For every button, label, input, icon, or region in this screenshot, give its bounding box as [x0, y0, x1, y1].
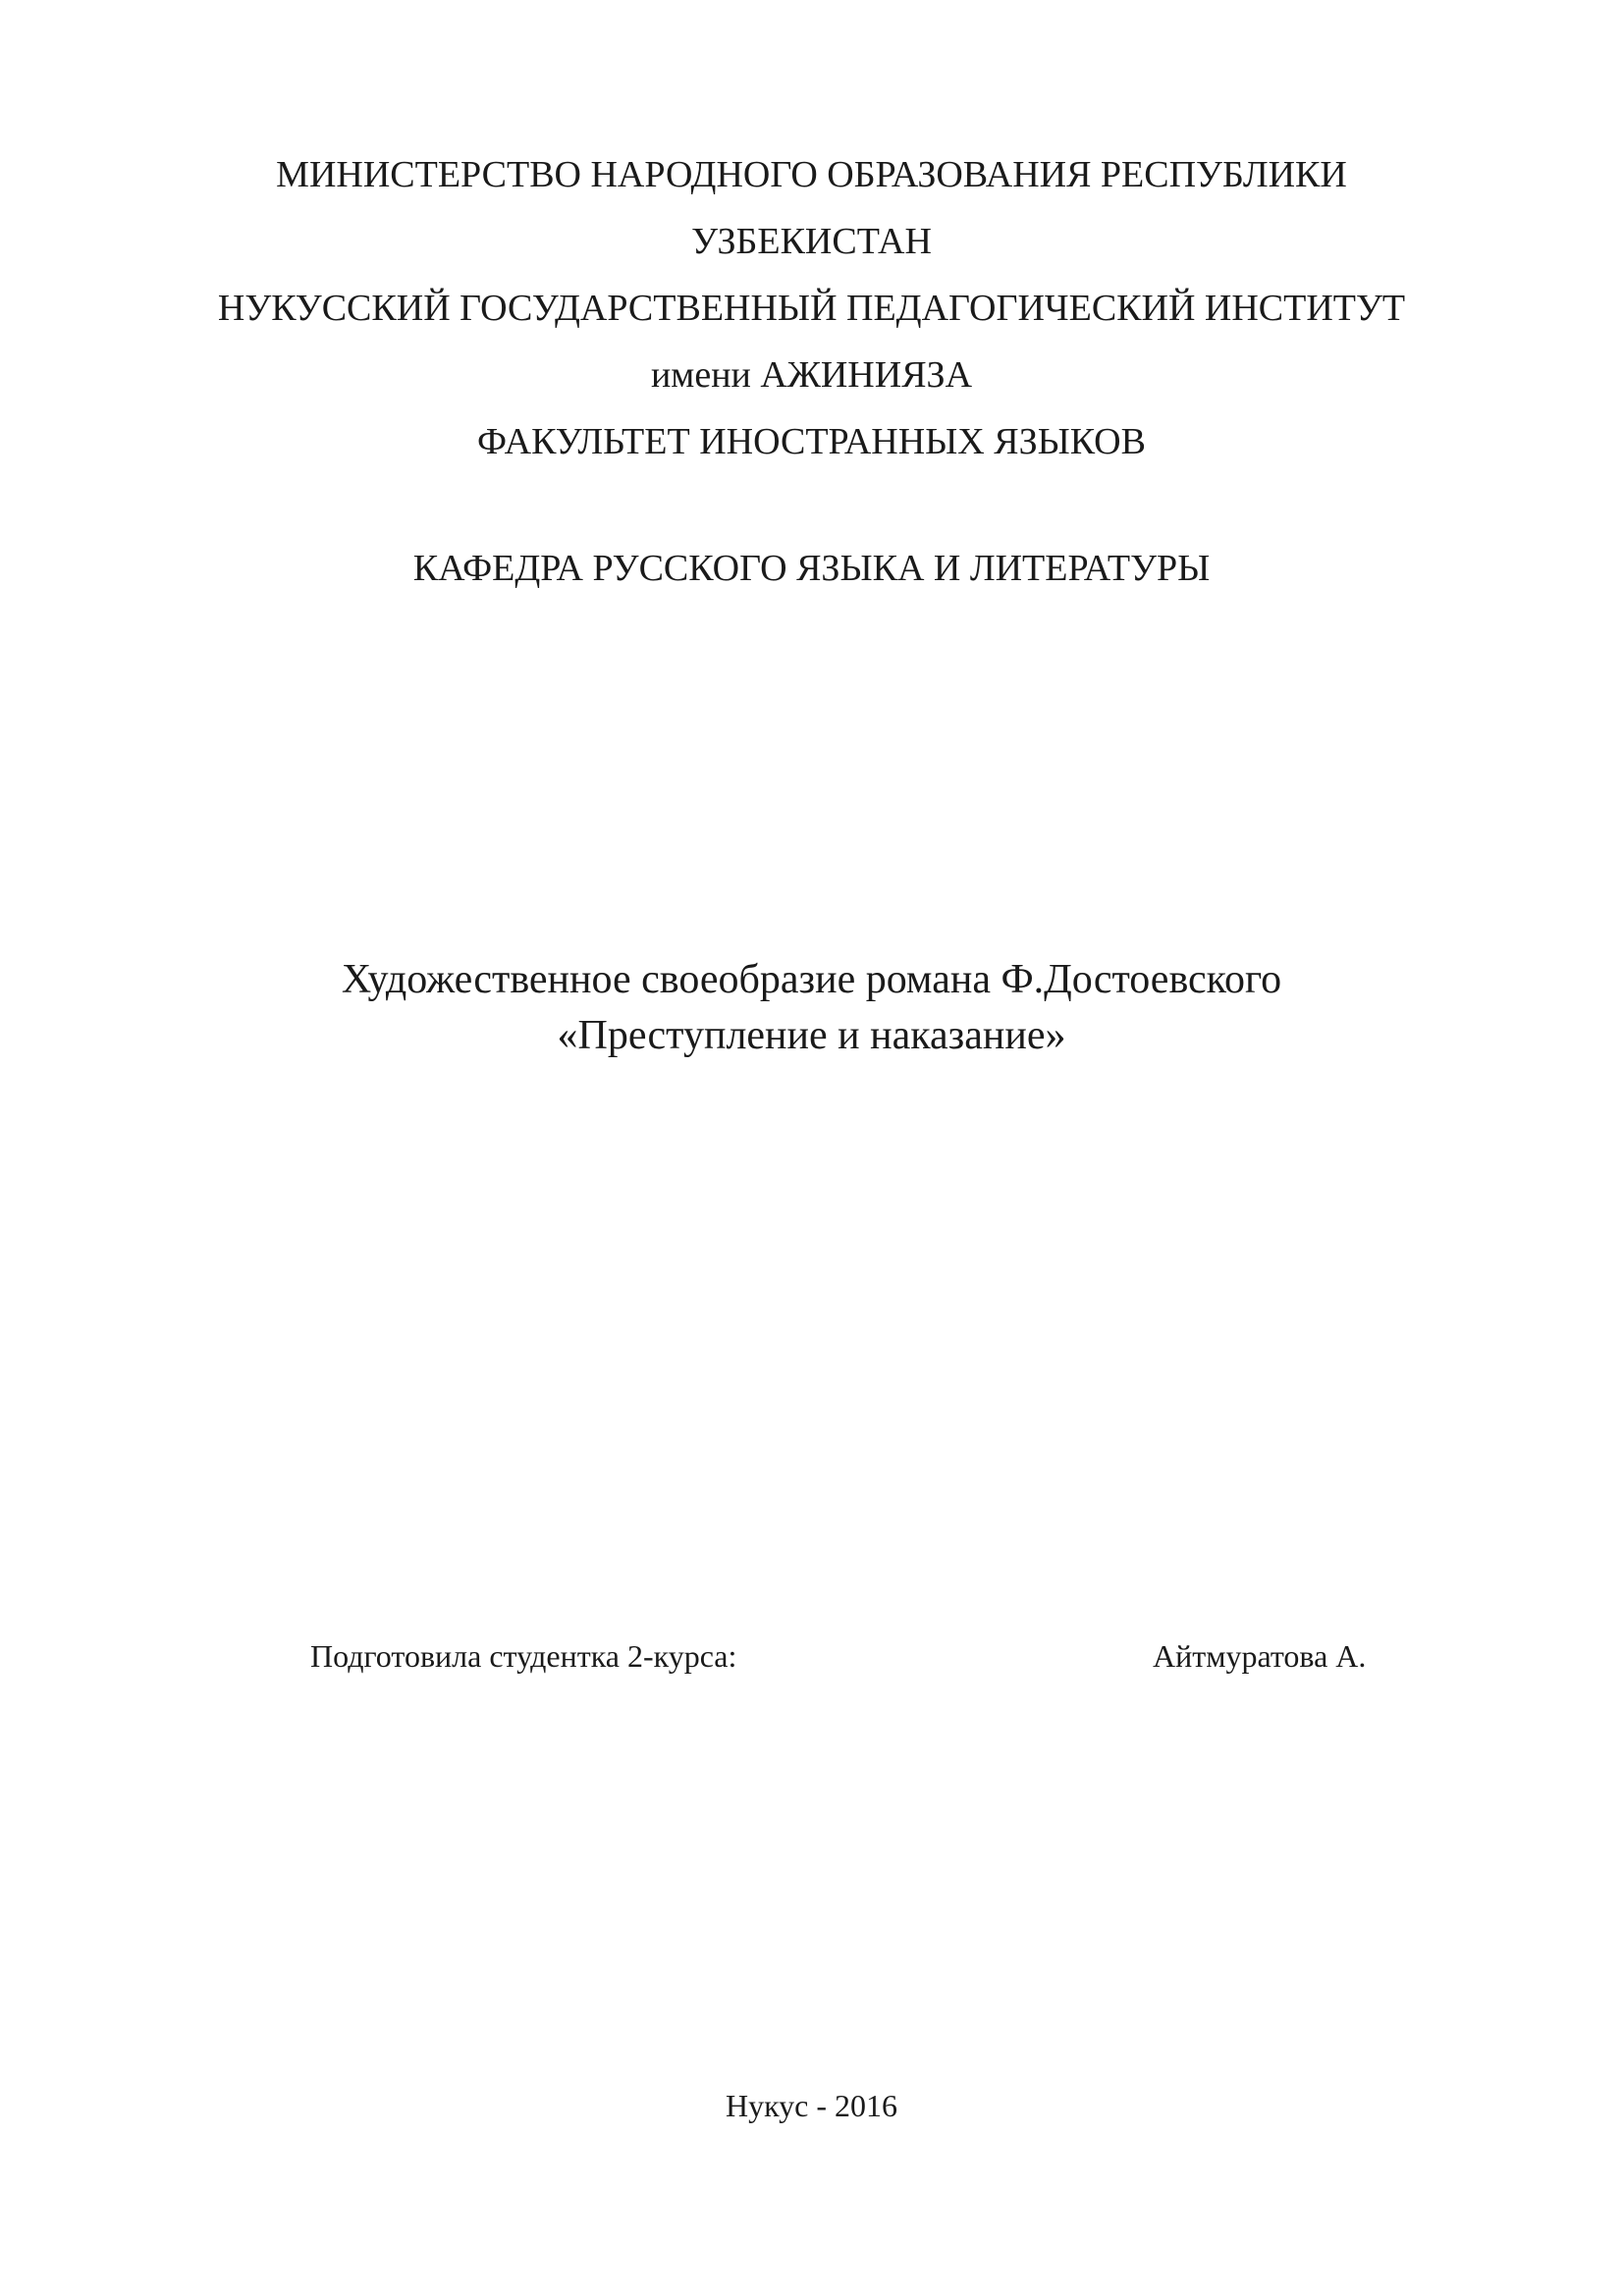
- work-title-line-2: «Преступление и наказание»: [557, 1013, 1066, 1058]
- department-name: КАФЕДРА РУССКОГО ЯЗЫКА И ЛИТЕРАТУРЫ: [412, 548, 1211, 589]
- faculty-name: ФАКУЛЬТЕТ ИНОСТРАННЫХ ЯЗЫКОВ: [477, 421, 1146, 462]
- city-year: Нукус - 2016: [725, 2088, 898, 2123]
- prepared-by-label: Подготовила студентка 2-курса:: [310, 1638, 737, 1674]
- ministry-line-2: УЗБЕКИСТАН: [691, 221, 932, 262]
- ministry-line-1: МИНИСТЕРСТВО НАРОДНОГО ОБРАЗОВАНИЯ РЕСПУБЛИКИ: [276, 154, 1347, 195]
- institute-line-2: имени АЖИНИЯЗА: [650, 354, 973, 396]
- author-name: Айтмуратова А.: [1153, 1638, 1367, 1674]
- institute-line-1: НУКУССКИЙ ГОСУДАРСТВЕННЫЙ ПЕДАГОГИЧЕСКИЙ ИНСТИТУТ: [217, 288, 1406, 329]
- work-title-line-1: Художественное своеобразие романа Ф.Достоевского: [341, 957, 1282, 1002]
